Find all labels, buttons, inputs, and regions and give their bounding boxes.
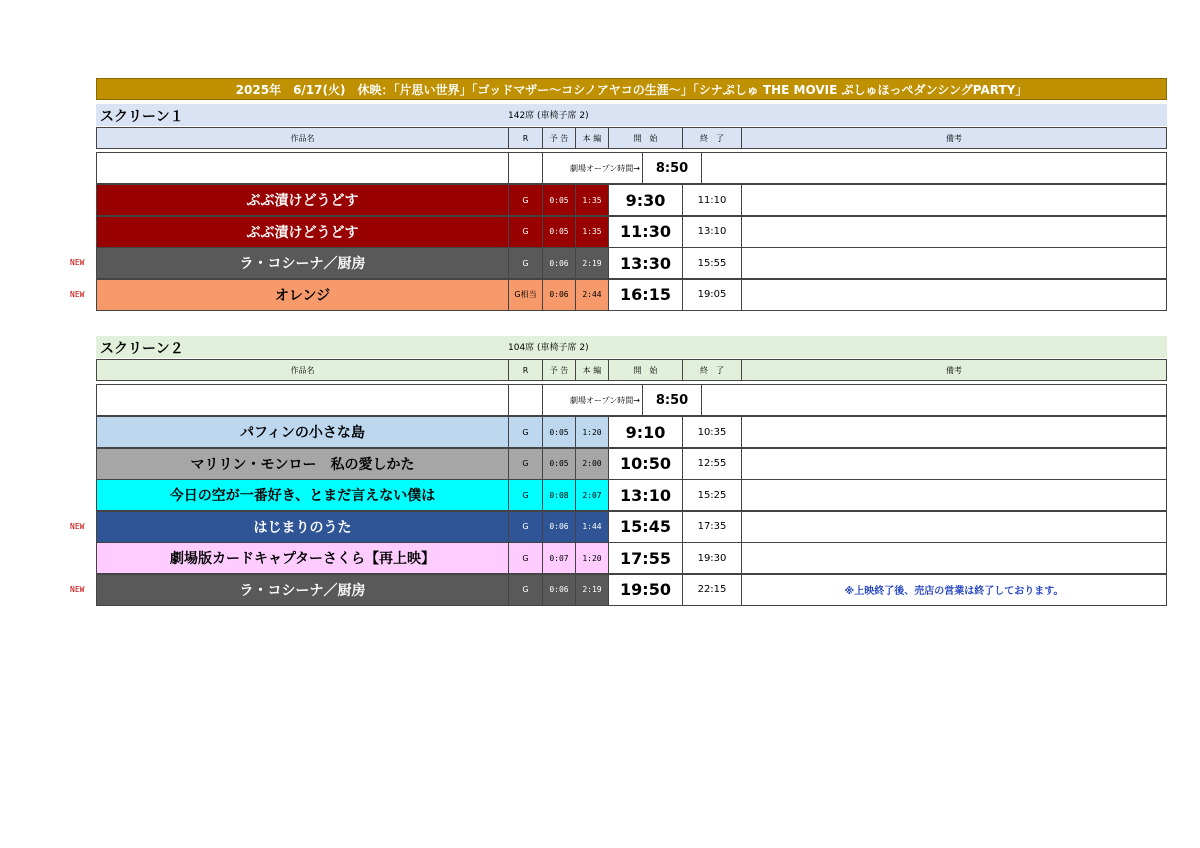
preview-length: 0:05 xyxy=(543,417,576,447)
movie-title: ラ・コシーナ／厨房 xyxy=(97,575,509,605)
main-length: 2:07 xyxy=(576,480,609,510)
main-length: 1:20 xyxy=(576,543,609,573)
showtime-row xyxy=(96,416,1167,448)
end-time: 15:25 xyxy=(683,480,742,510)
new-badge: NEW xyxy=(70,289,85,299)
col-start: 開 始 xyxy=(609,128,683,148)
rating: G xyxy=(509,185,543,215)
col-note: 備考 xyxy=(946,133,962,143)
end-time: 11:10 xyxy=(683,185,742,215)
open-time: 8:50 xyxy=(643,385,702,415)
preview-length: 0:06 xyxy=(543,280,576,310)
preview-length: 0:06 xyxy=(543,575,576,605)
main-length: 2:00 xyxy=(576,449,609,479)
col-title: 作品名 xyxy=(97,128,509,148)
preview-length: 0:05 xyxy=(543,449,576,479)
screen2-name: スクリーン２ xyxy=(100,341,184,357)
col-end: 終 了 xyxy=(683,128,742,148)
showtime-row xyxy=(96,542,1167,574)
screen2-column-header xyxy=(96,359,1167,381)
showtime-row xyxy=(96,511,1167,543)
movie-title: 劇場版カードキャプターさくら【再上映】 xyxy=(97,543,509,573)
rating: G xyxy=(509,575,543,605)
col-main: 本 編 xyxy=(576,360,609,380)
movie-title: はじまりのうた xyxy=(97,512,509,542)
end-time: 22:15 xyxy=(683,575,742,605)
screen1-name: スクリーン１ xyxy=(100,109,184,125)
note xyxy=(742,248,1166,278)
col-note: 備考 xyxy=(946,365,962,375)
start-time: 13:30 xyxy=(609,248,683,278)
preview-length: 0:07 xyxy=(543,543,576,573)
preview-length: 0:06 xyxy=(543,248,576,278)
preview-length: 0:08 xyxy=(543,480,576,510)
note xyxy=(742,480,1166,510)
rating: G xyxy=(509,480,543,510)
end-time: 12:55 xyxy=(683,449,742,479)
showtime-row xyxy=(96,279,1167,311)
note xyxy=(742,217,1166,247)
screen1-open-row xyxy=(96,152,1167,184)
note xyxy=(742,185,1166,215)
open-time-label: 劇場オープン時間→ xyxy=(543,153,643,183)
col-start: 開 始 xyxy=(609,360,683,380)
screen1-column-header xyxy=(96,127,1167,149)
col-rating: R xyxy=(509,360,543,380)
start-time: 9:30 xyxy=(609,185,683,215)
start-time: 19:50 xyxy=(609,575,683,605)
end-time: 17:35 xyxy=(683,512,742,542)
showtime-row xyxy=(96,448,1167,480)
movie-title: ぶぶ漬けどうどす xyxy=(97,217,509,247)
main-length: 2:44 xyxy=(576,280,609,310)
main-length: 2:19 xyxy=(576,248,609,278)
showtime-row xyxy=(96,479,1167,511)
start-time: 16:15 xyxy=(609,280,683,310)
end-time: 19:05 xyxy=(683,280,742,310)
note xyxy=(742,543,1166,573)
showtime-row xyxy=(96,184,1167,216)
start-time: 11:30 xyxy=(609,217,683,247)
main-length: 1:35 xyxy=(576,185,609,215)
end-time: 13:10 xyxy=(683,217,742,247)
end-time: 15:55 xyxy=(683,248,742,278)
movie-title: 今日の空が一番好き、とまだ言えない僕は xyxy=(97,480,509,510)
col-preview: 予 告 xyxy=(543,360,576,380)
open-time: 8:50 xyxy=(643,153,702,183)
start-time: 17:55 xyxy=(609,543,683,573)
start-time: 10:50 xyxy=(609,449,683,479)
rating: G xyxy=(509,449,543,479)
end-time: 10:35 xyxy=(683,417,742,447)
screen1-header xyxy=(96,104,1167,126)
showtime-row xyxy=(96,574,1167,606)
note: ※上映終了後、売店の営業は終了しております。 xyxy=(844,586,1064,597)
col-rating: R xyxy=(509,128,543,148)
note xyxy=(742,512,1166,542)
rating: G xyxy=(509,248,543,278)
showtime-row xyxy=(96,247,1167,279)
note xyxy=(742,280,1166,310)
start-time: 15:45 xyxy=(609,512,683,542)
movie-title: ぶぶ漬けどうどす xyxy=(97,185,509,215)
main-length: 1:35 xyxy=(576,217,609,247)
screen2-header xyxy=(96,336,1167,358)
rating: G xyxy=(509,543,543,573)
start-time: 9:10 xyxy=(609,417,683,447)
rating: G xyxy=(509,417,543,447)
new-badge: NEW xyxy=(70,521,85,531)
movie-title: オレンジ xyxy=(97,280,509,310)
screen2-open-row xyxy=(96,384,1167,416)
showtime-row xyxy=(96,216,1167,248)
col-end: 終 了 xyxy=(683,360,742,380)
start-time: 13:10 xyxy=(609,480,683,510)
movie-title: ラ・コシーナ／厨房 xyxy=(97,248,509,278)
movie-title: マリリン・モンロー 私の愛しかた xyxy=(97,449,509,479)
main-length: 1:20 xyxy=(576,417,609,447)
preview-length: 0:06 xyxy=(543,512,576,542)
col-main: 本 編 xyxy=(576,128,609,148)
new-badge: NEW xyxy=(70,258,85,267)
rating: G xyxy=(509,217,543,247)
rating: G相当 xyxy=(509,280,543,310)
note xyxy=(742,417,1166,447)
main-length: 2:19 xyxy=(576,575,609,605)
screen2-seats: 104席 (車椅子席 2) xyxy=(508,343,589,353)
note xyxy=(742,449,1166,479)
rating: G xyxy=(509,512,543,542)
open-time-label: 劇場オープン時間→ xyxy=(543,385,643,415)
screen1-seats: 142席 (車椅子席 2) xyxy=(508,111,589,121)
end-time: 19:30 xyxy=(683,543,742,573)
new-badge: NEW xyxy=(70,584,85,594)
movie-title: パフィンの小さな島 xyxy=(97,417,509,447)
schedule-title: 2025年 6/17(火) 休映：「片思い世界」「ゴッドマザー～コシノアヤコの生涯～」「シナぷしゅ THE MOVIE ぷしゅほっぺダンシングPARTY」 xyxy=(96,78,1167,100)
col-preview: 予 告 xyxy=(543,128,576,148)
preview-length: 0:05 xyxy=(543,217,576,247)
main-length: 1:44 xyxy=(576,512,609,542)
col-title: 作品名 xyxy=(97,360,509,380)
preview-length: 0:05 xyxy=(543,185,576,215)
